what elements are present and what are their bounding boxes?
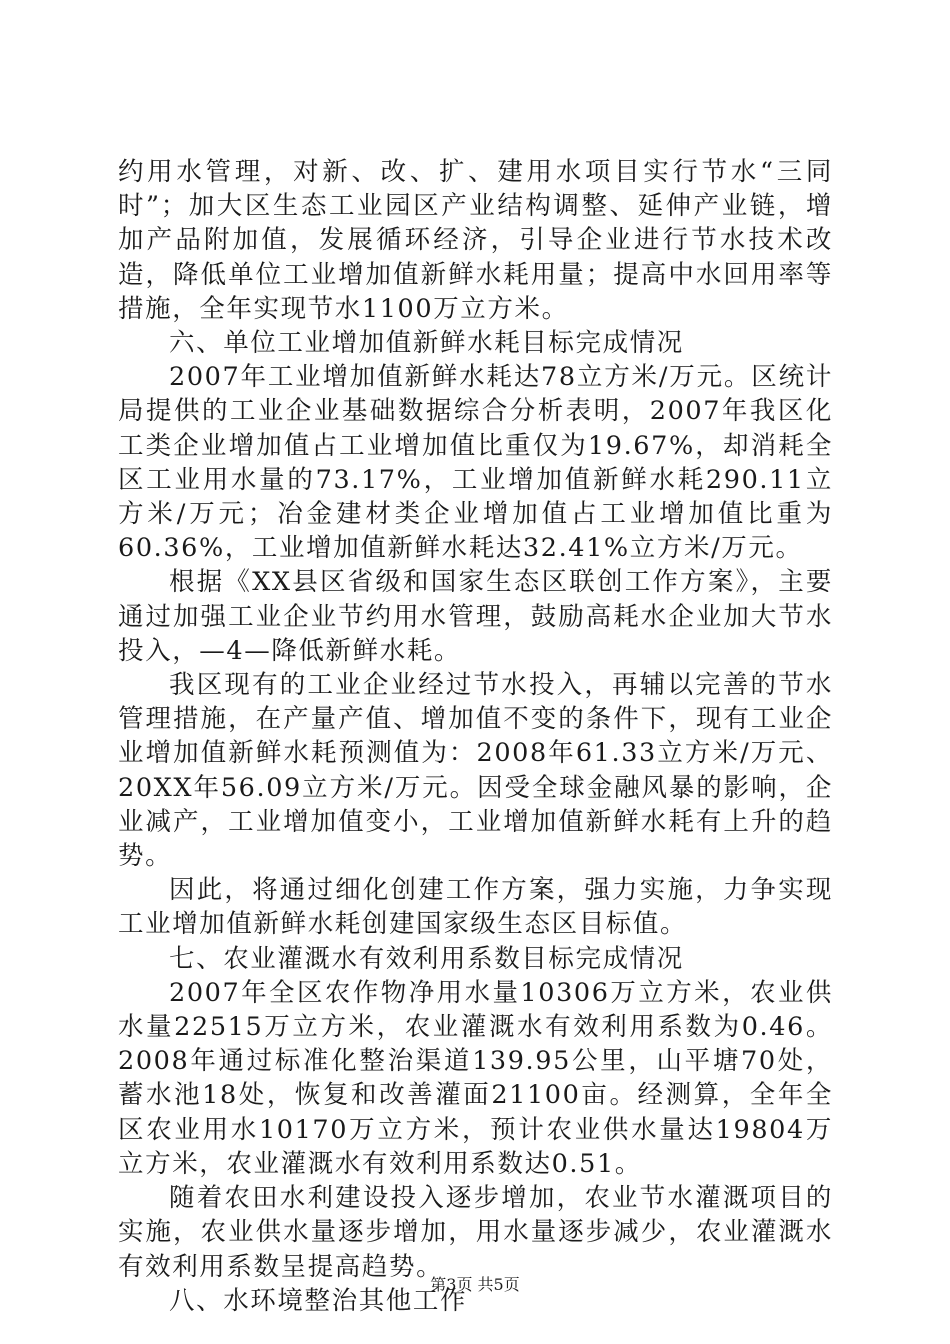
section-heading-6: 六、单位工业增加值新鲜水耗目标完成情况 xyxy=(169,328,684,359)
paragraph-5: 因此，将通过细化创建工作方案，强力实施，力争实现工业增加值新鲜水耗创建国家级生态区目标值。 xyxy=(118,875,833,940)
document-body xyxy=(118,155,833,1318)
section-heading-7: 七、农业灌溉水有效利用系数目标完成情况 xyxy=(169,943,684,974)
section-heading-8: 八、水环境整治其他工作 xyxy=(169,1285,468,1316)
page-footer: 第3页 共5页 xyxy=(430,1275,520,1294)
paragraph-4: 我区现有的工业企业经过节水投入，再辅以完善的节水管理措施，在产量产值、增加值不变的条件下，现有工业企业增加值新鲜水耗预测值为：2008年61.33立方米/万元、20XX年56.09立方米/万元。因受全球金融风暴的影响，企业减产，工业增加值变小，工业增加值新鲜水耗有上升的趋势。 xyxy=(118,670,833,872)
paragraph-1: 约用水管理，对新、改、扩、建用水项目实行节水“三同时”；加大区生态工业园区产业结构调整、延伸产业链，增加产品附加值，发展循环经济，引导企业进行节水技术改造，降低单位工业增加值新鲜水耗用量；提高中水回用率等措施，全年实现节水1100万立方米。 xyxy=(118,157,833,324)
paragraph-6: 2007年全区农作物净用水量10306万立方米，农业供水量22515万立方米，农业灌溉水有效利用系数为0.46。2008年通过标准化整治渠道139.95公里，山平塘70处，蓄水池18处，恢复和改善灌面21100亩。经测算，全年全区农业用水10170万立方米，预计农业供水量达19804万立方米，农业灌溉水有效利用系数达0.51。 xyxy=(118,977,833,1179)
paragraph-2: 2007年工业增加值新鲜水耗达78立方米/万元。区统计局提供的工业企业基础数据综合分析表明，2007年我区化工类企业增加值占工业增加值比重仅为19.67%，却消耗全区工业用水量的73.17%，工业增加值新鲜水耗290.11立方米/万元；冶金建材类企业增加值占工业增加值比重为60.36%，工业增加值新鲜水耗达32.41%立方米/万元。 xyxy=(118,362,833,564)
paragraph-3: 根据《XX县区省级和国家生态区联创工作方案》，主要通过加强工业企业节约用水管理，鼓励高耗水企业加大节水投入，—4—降低新鲜水耗。 xyxy=(118,567,833,666)
paragraph-7: 随着农田水利建设投入逐步增加，农业节水灌溉项目的实施，农业供水量逐步增加，用水量逐步减少，农业灌溉水有效利用系数呈提高趋势。 xyxy=(118,1183,833,1282)
